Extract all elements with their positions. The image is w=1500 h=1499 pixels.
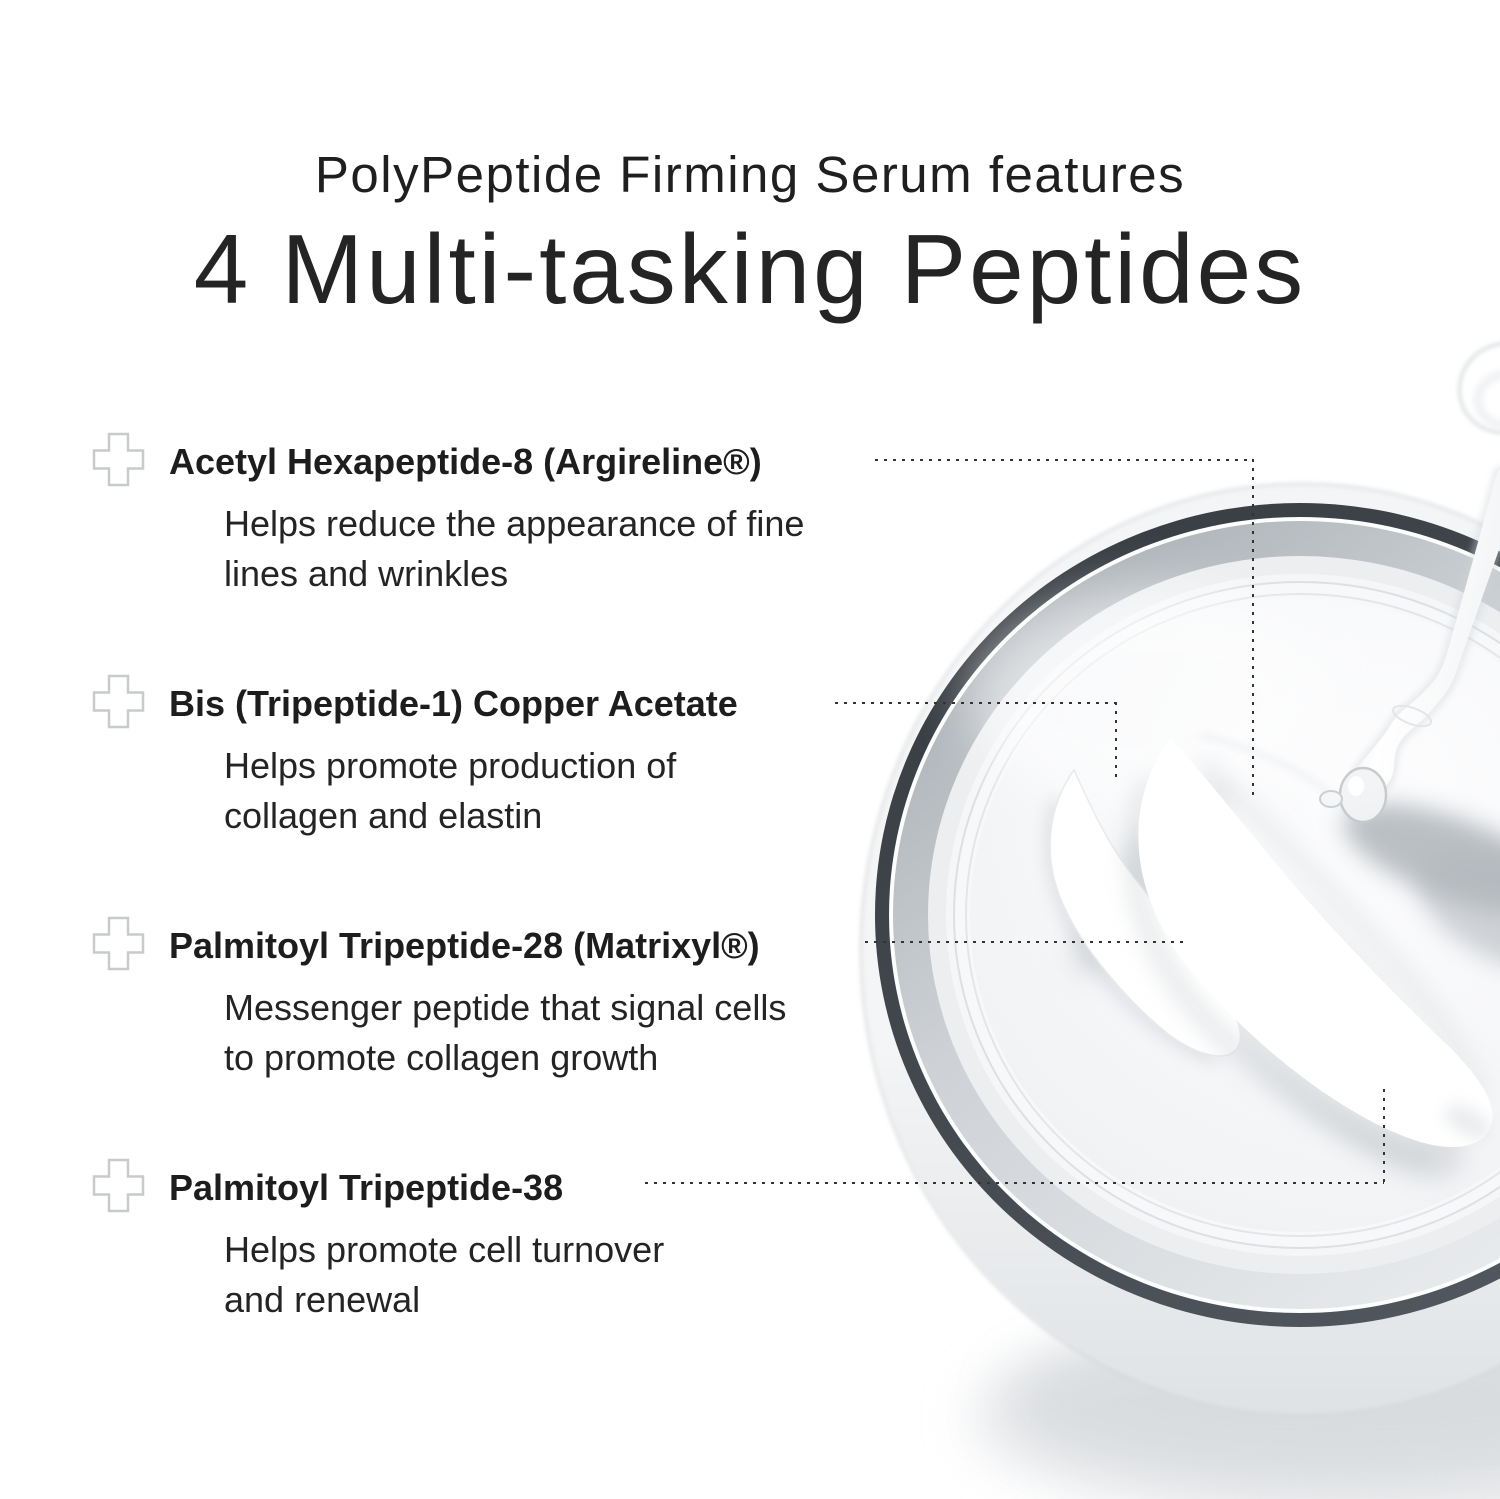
leader-line-4-vertical [1383,1089,1385,1184]
leader-line-2-vertical [1115,702,1117,780]
feature-description-line: and renewal [224,1279,421,1320]
plus-icon [92,916,145,971]
plus-icon [92,432,145,487]
feature-name: Bis (Tripeptide-1) Copper Acetate [169,683,738,724]
feature-description-line: collagen and elastin [224,795,543,836]
feature-description [224,983,786,1083]
feature-description-line: lines and wrinkles [224,553,509,594]
feature-description-line: Helps reduce the appearance of fine [224,503,805,544]
feature-name: Palmitoyl Tripeptide-28 (Matrixyl®) [169,925,760,966]
feature-description [224,499,804,599]
leader-line-4-horizontal [645,1182,1384,1184]
leader-line-2-horizontal [835,702,1116,704]
kicker-text: PolyPeptide Firming Serum features [314,146,1186,203]
feature-description [224,1225,664,1325]
feature-description [224,741,676,841]
dropper-drop [1340,768,1386,822]
feature-description-line: Messenger peptide that signal cells [224,987,787,1028]
leader-line-1-horizontal [875,459,1253,461]
plus-icon [92,674,145,729]
feature-name: Palmitoyl Tripeptide-38 [169,1167,564,1208]
leader-line-1-vertical [1252,459,1254,798]
surface-droplet [1320,791,1342,807]
page-title: 4 Multi-tasking Peptides [193,214,1307,324]
dropper-bulb [1443,327,1500,449]
feature-description-line: Helps promote production of [224,745,677,786]
plus-icon [92,1158,145,1213]
feature-name: Acetyl Hexapeptide-8 (Argireline®) [169,441,762,482]
leader-line-3-horizontal [865,941,1188,943]
feature-description-line: Helps promote cell turnover [224,1229,665,1270]
feature-description-line: to promote collagen growth [224,1037,659,1078]
